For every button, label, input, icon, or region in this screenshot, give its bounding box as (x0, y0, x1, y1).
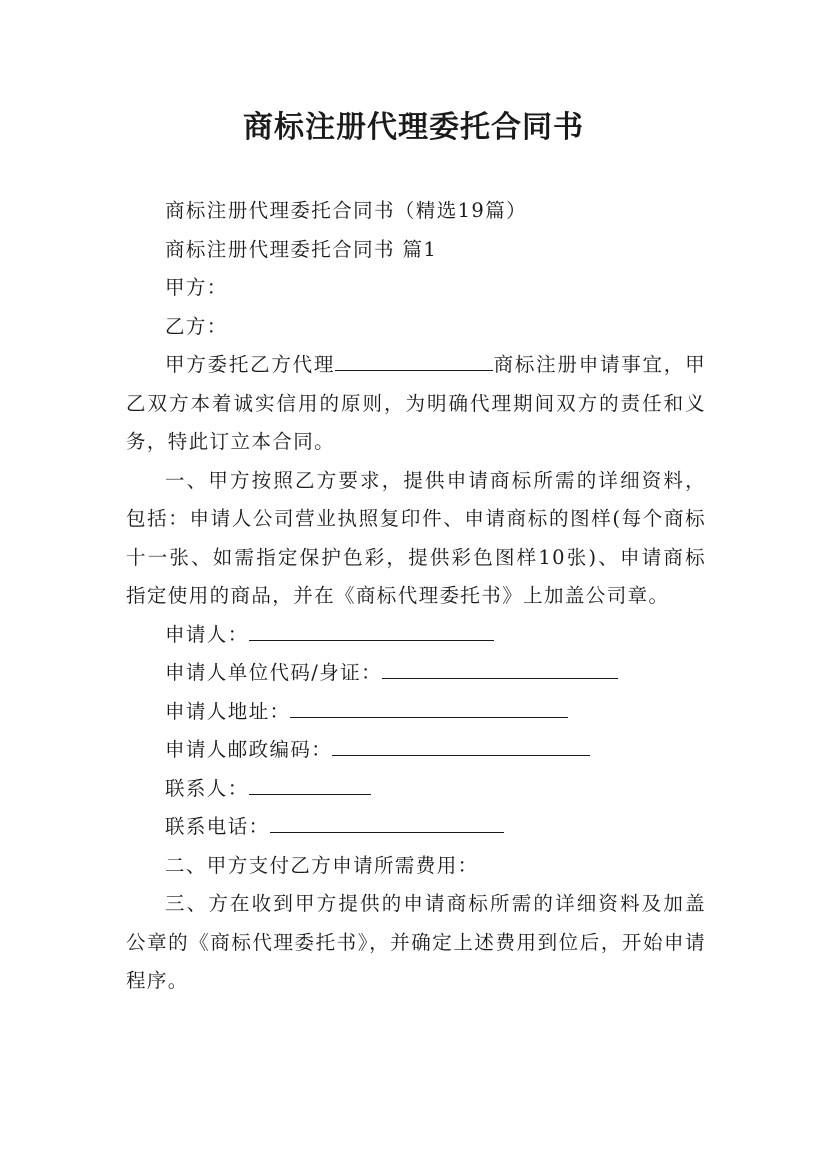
applicant-address-blank (290, 695, 568, 718)
section-heading: 商标注册代理委托合同书 篇1 (165, 237, 438, 261)
intro-text-after-blank: 商标注册申请事宜，甲乙双方本着诚实信用的原则，为明确代理期间双方的责任和义务，特此订立本合同。 (126, 353, 706, 453)
field-label: 申请人单位代码/身证： (165, 661, 382, 684)
contact-person-blank (249, 772, 371, 795)
document-title: 商标注册代理委托合同书 (243, 110, 584, 145)
document-body (126, 192, 706, 1001)
field-label: 联系电话： (165, 815, 270, 838)
clause-1-paragraph: 一、甲方按照乙方要求，提供申请商标所需的详细资料，包括：申请人公司营业执照复印件、申请商标的图样(每个商标十一张、如需指定保护色彩，提供彩色图样10张)、申请商标指定使用的商品，并在《商标代理委托书》上加盖公司章。 (126, 468, 706, 607)
contact-phone-blank (270, 810, 504, 833)
field-label: 申请人地址： (165, 699, 291, 723)
trademark-name-blank (335, 348, 493, 371)
field-label: 申请人邮政编码： (165, 738, 333, 761)
clause-2-paragraph: 二、甲方支付乙方申请所需费用： (165, 853, 479, 877)
field-label: 联系人： (165, 776, 249, 800)
intro-text-before-blank: 甲方委托乙方代理 (165, 353, 336, 376)
intro-paragraph (126, 346, 706, 462)
party-b-line: 乙方： (165, 314, 228, 338)
field-label: 申请人： (165, 622, 249, 646)
contact-person-field (126, 770, 706, 809)
document-subtitle: 商标注册代理委托合同书（精选19篇） (165, 199, 528, 222)
applicant-code-field (126, 654, 706, 693)
applicant-postcode-blank (332, 733, 590, 756)
applicant-address-field (126, 693, 706, 732)
applicant-blank (249, 618, 494, 641)
party-a-line: 甲方： (165, 276, 228, 299)
clause-3-paragraph: 三、方在收到甲方提供的申请商标所需的详细资料及加盖公章的《商标代理委托书》，并确定上述费用到位后，开始申请程序。 (126, 892, 706, 992)
applicant-postcode-field (126, 731, 706, 770)
contact-phone-field (126, 808, 706, 847)
applicant-field (126, 616, 706, 655)
applicant-code-blank (382, 656, 618, 679)
